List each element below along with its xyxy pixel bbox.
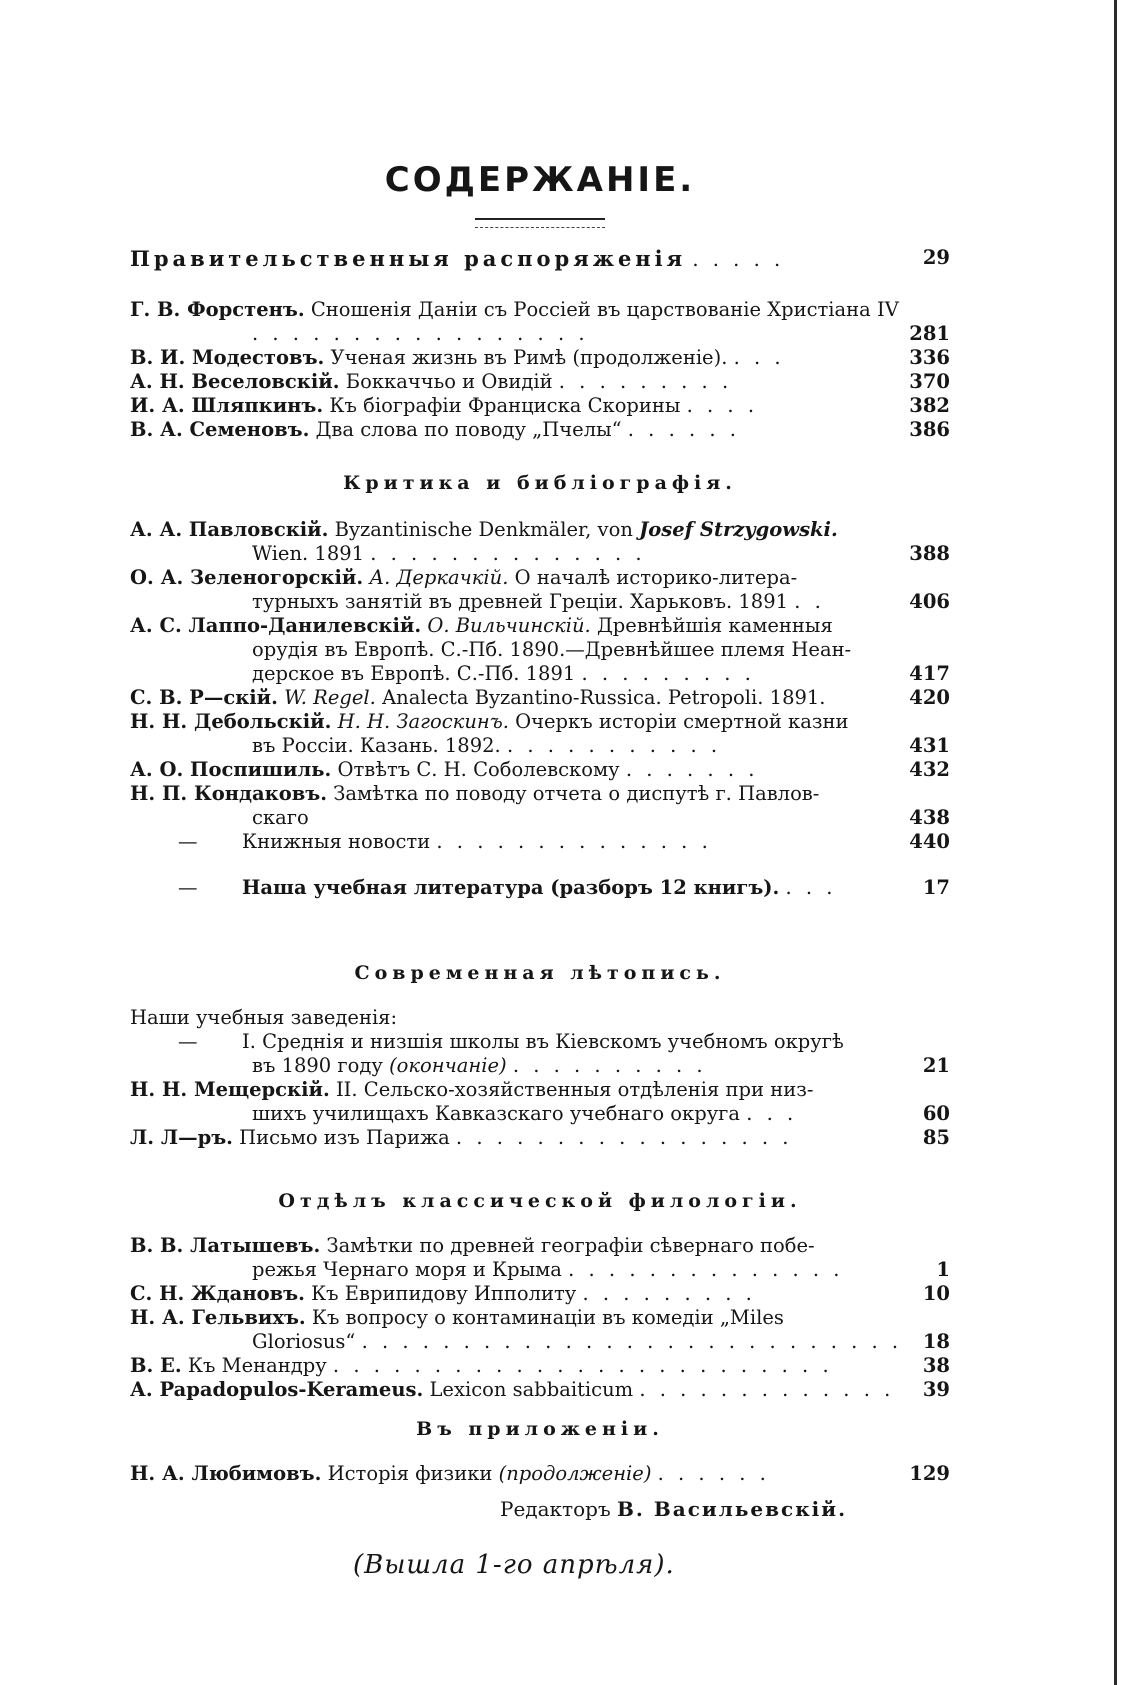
entry-author: А. С. Лаппо-Данилевскій. [130, 614, 422, 637]
toc-entry: А. Papadopulos-Kerameus. Lexicon sabbaiticum . . . . . . . . . . . . . 39 [130, 1378, 950, 1401]
entry-title: Замѣтки по древней географіи сѣвернаго побе- [326, 1234, 815, 1257]
toc-entry-cont: турныхъ занятій въ древней Греціи. Харьковъ. 1891 . . 406 [252, 590, 950, 613]
toc-entry [130, 566, 950, 590]
section-kritika-entries [130, 518, 950, 900]
entry-title-italic: Н. Н. Загоскинъ. [337, 710, 509, 733]
page-number: 388 [909, 542, 950, 565]
toc-entry [130, 518, 950, 542]
page-number: 85 [922, 1126, 950, 1149]
entry-title-italic: (окончаніе) [389, 1054, 507, 1077]
entry-title: Къ Еврипидову Ипполиту [311, 1282, 577, 1305]
toc-entry: В. А. Семеновъ. Два слова по поводу „Пчелы“ . . . . . . 386 [130, 418, 950, 441]
toc-entry-cont: въ Россіи. Казань. 1892. . . . . . . . . . . . 431 [252, 734, 950, 757]
section-pril: Въ приложеніи. [416, 1418, 664, 1440]
entry-title: Наша учебная литература (разборъ 12 книгъ). [242, 876, 780, 899]
toc-entry [130, 1078, 950, 1102]
entry-title-cont: орудія въ Европѣ. С.-Пб. 1890.—Древнѣйшее племя Неан- [252, 638, 852, 661]
dash: — [178, 1030, 198, 1053]
toc-entry [130, 1030, 950, 1054]
entry-author: С. Н. Ждановъ. [130, 1282, 305, 1305]
page-number: 21 [922, 1054, 950, 1077]
dash: — [178, 876, 198, 899]
entry-author: Г. В. Форстенъ. [130, 298, 305, 321]
page-number: 17 [922, 876, 950, 899]
entry-title: II. Сельско-хозяйственныя отдѣленія при низ- [335, 1078, 814, 1101]
entry-title-italic: А. Деркачкій. [369, 566, 509, 589]
page-number: 60 [922, 1102, 950, 1125]
entry-title: О началѣ историко-литера- [514, 566, 798, 589]
entry-author: В. В. Латышевъ. [130, 1234, 321, 1257]
handwritten-note: (Вышла 1-го апрѣля). [353, 1550, 675, 1580]
entry-author: А. О. Поспишиль. [130, 758, 332, 781]
entry-title-cont: режья Чернаго моря и Крыма [252, 1258, 562, 1281]
toc-entry-cont: Wien. 1891 . . . . . . . . . . . . . . 388 [252, 542, 950, 565]
entry-author: В. А. Семеновъ. [130, 418, 310, 441]
page-number: 129 [909, 1462, 950, 1485]
section-pril-entries [130, 1462, 950, 1486]
toc-entry: В. Е. Къ Менандру . . . . . . . . . . . . . . . . . . . . . . . . . 38 [130, 1354, 950, 1377]
entry-title-cont: въ 1890 году [252, 1054, 383, 1077]
entry-title: Къ біографіи Франциска Скорины [329, 394, 681, 417]
entry-author: Н. Н. Дебольскій. [130, 710, 332, 733]
entry-title: Боккаччьо и Овидій [345, 370, 553, 393]
entry-title-cont: турныхъ занятій въ древней Греціи. Харьковъ. 1891 [252, 590, 789, 613]
toc-entry [130, 710, 950, 734]
entry-author: Н. А. Любимовъ. [130, 1462, 322, 1485]
page-number: 39 [922, 1378, 950, 1401]
editor-label: Редакторъ [500, 1497, 611, 1521]
entry-title-cont: шихъ училищахъ Кавказскаго учебнаго округа [252, 1102, 741, 1125]
toc-entry: В. И. Модестовъ. Ученая жизнь въ Римѣ (продолженіе). . . . 336 [130, 346, 950, 369]
section-klass-entries [130, 1234, 950, 1402]
entry-author: Н. Н. Мещерскій. [130, 1078, 330, 1101]
dash: — [178, 830, 198, 853]
entry-author: И. А. Шляпкинъ. [130, 394, 324, 417]
page-number: 406 [909, 590, 950, 613]
title-ornament [475, 218, 605, 228]
section-letopis: Современная лѣтопись. [354, 962, 726, 984]
entry-title-italic: W. Regel. [284, 686, 376, 709]
toc-entry: А. О. Поспишиль. Отвѣтъ С. Н. Соболевскому . . . . . . . 432 [130, 758, 950, 781]
page-number: 382 [909, 394, 950, 417]
entry-title: Очеркъ исторіи смертной казни [515, 710, 849, 733]
entry-author: Н. П. Кондаковъ. [130, 782, 328, 805]
entry-title: Исторія физики [327, 1462, 493, 1485]
entry-title: Книжныя новости [242, 830, 431, 853]
entry-author: В. И. Модестовъ. [130, 346, 325, 369]
page-number: 10 [922, 1282, 950, 1305]
toc-entry-cont [130, 638, 950, 662]
toc-entry: Н. А. Любимовъ. Исторія физики (продолженіе) . . . . . . 129 [130, 1462, 950, 1485]
toc-entry-cont: въ 1890 году (окончаніе) . . . . . . . . . . 21 [252, 1054, 950, 1077]
entry-title-cont: скаго [252, 806, 309, 829]
toc-entry-cont: режья Чернаго моря и Крыма . . . . . . . . . . . . . . 1 [252, 1258, 950, 1281]
entry-title: Lexicon sabbaiticum [429, 1378, 634, 1401]
page-number: 18 [922, 1330, 950, 1353]
page-number: 432 [909, 758, 950, 781]
entry-author: О. А. Зеленогорскій. [130, 566, 364, 589]
page-number: 38 [922, 1354, 950, 1377]
page-number: 281 [909, 322, 950, 345]
entry-title: Сношенія Даніи съ Россіей въ царствованіе Христіана IV [310, 298, 899, 321]
entry-title-italic: О. Вильчинскій. [427, 614, 591, 637]
entry-title: Analecta Byzantino-Russica. Petropoli. 1891. [382, 686, 826, 709]
entry-author: Л. Л—ръ. [130, 1126, 233, 1149]
contents-page [130, 0, 950, 1580]
toc-entry: С. Н. Ждановъ. Къ Еврипидову Ипполиту . . . . . . . . . 10 [130, 1282, 950, 1305]
entry-title: I. Среднія и низшія школы въ Кіевскомъ учебномъ округѣ [242, 1030, 844, 1053]
page-number: 417 [909, 662, 950, 685]
toc-entry: И. А. Шляпкинъ. Къ біографіи Франциска Скорины . . . . 382 [130, 394, 950, 417]
toc-entry: А. Н. Веселовскій. Боккаччьо и Овидій . . . . . . . . . 370 [130, 370, 950, 393]
page-number: 438 [909, 806, 950, 829]
toc-entry: — Наша учебная литература (разборъ 12 книгъ). . . . 17 [130, 876, 950, 900]
toc-entry-cont: дерское въ Европѣ. С.-Пб. 1891 . . . . . . . . . 417 [252, 662, 950, 685]
page-edge-line [1114, 0, 1117, 1685]
entry-author: А. А. Павловскій. [130, 518, 329, 541]
toc-entry [130, 614, 950, 638]
toc-entry-gov: Правительственныя распоряженія . . . . . 29 [130, 246, 950, 271]
entry-title: Замѣтка по поводу отчета о диспутѣ г. Павлов- [333, 782, 820, 805]
page-number: 440 [909, 830, 950, 853]
entry-title-cont: въ Россіи. Казань. 1892. [252, 734, 501, 757]
entry-title: Отвѣтъ С. Н. Соболевскому [337, 758, 620, 781]
section-kritika: Критика и библіографія. [343, 472, 737, 494]
entry-title-cont: Wien. 1891 [252, 542, 365, 565]
toc-entry [130, 1306, 950, 1330]
section-part1 [130, 298, 950, 442]
page-number: 386 [909, 418, 950, 441]
entry-title: Byzantinische Denkmäler, von [334, 518, 633, 541]
entry-title-italic: Josef Strzygowski. [639, 518, 838, 541]
toc-entry: Л. Л—ръ. Письмо изъ Парижа . . . . . . . . . . . . . . . . . 85 [130, 1126, 950, 1149]
entry-author: В. Е. [130, 1354, 182, 1377]
toc-entry-cont [130, 806, 950, 830]
section-klass: Отдѣлъ классической филологіи. [278, 1190, 802, 1212]
toc-entry [130, 782, 950, 806]
entry-title-cont: Gloriosus“ [252, 1330, 356, 1353]
entry-title: Къ Менандру [187, 1354, 327, 1377]
toc-entry [130, 1234, 950, 1258]
toc-entry [130, 298, 950, 322]
page-number: 431 [909, 734, 950, 757]
page-number: 420 [909, 686, 950, 709]
entry-title: Ученая жизнь въ Римѣ (продолженіе). [330, 346, 728, 369]
section-gov: Правительственныя распоряженія [130, 246, 687, 271]
entry-title: Къ вопросу о контаминаціи въ комедіи „Miles [311, 1306, 784, 1329]
page-number: 370 [909, 370, 950, 393]
entry-title-italic: (продолженіе) [498, 1462, 652, 1485]
entry-author: Н. А. Гельвихъ. [130, 1306, 306, 1329]
page-number: 29 [922, 246, 950, 269]
entry-author: С. В. Р—скій. [130, 686, 278, 709]
editor-line [500, 1497, 847, 1521]
subsection-heading: Наши учебныя заведенія: [130, 1006, 398, 1029]
page-number: 1 [936, 1258, 950, 1281]
entry-title: Древнѣйшія каменныя [596, 614, 833, 637]
toc-entry-cont: шихъ училищахъ Кавказскаго учебнаго округа . . . 60 [252, 1102, 950, 1125]
section-letopis-entries [130, 1006, 950, 1150]
editor-name: В. Васильевскій. [617, 1497, 848, 1521]
entry-author: А. Н. Веселовскій. [130, 370, 340, 393]
toc-entry: — Книжныя новости . . . . . . . . . . . . . . 440 [130, 830, 950, 854]
page-title: СОДЕРЖАНІЕ. [384, 160, 696, 200]
entry-title-cont: дерское въ Европѣ. С.-Пб. 1891 [252, 662, 576, 685]
entry-title: Два слова по поводу „Пчелы“ [315, 418, 622, 441]
entry-title: Письмо изъ Парижа [239, 1126, 450, 1149]
page-number: 336 [909, 346, 950, 369]
entry-author: А. Papadopulos-Kerameus. [130, 1378, 424, 1401]
toc-entry [130, 686, 950, 710]
toc-entry-cont: Gloriosus“ . . . . . . . . . . . . . . . . . . . . . . . . . . . 18 [252, 1330, 950, 1353]
toc-entry-cont: . . . . . . . . . . . . . . . . . 281 [252, 322, 950, 345]
